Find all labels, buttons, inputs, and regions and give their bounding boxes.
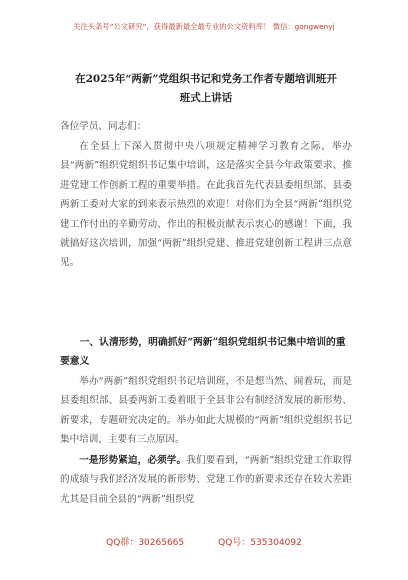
paragraph-intro: 在全县上下深入贯彻中央八项规定精神学习教育之际，举办县“两新”组织党组织书记集中培训，这是落实全县今年政策要求、推进党建工作创新工程的重要举措。在此我首先代表县委组织部、县委两新工委对大家的到来表示热烈的欢迎！对你们为全县“两新”组织党建工作付出的辛勤劳动、作出的积极贡献表示衷心的感谢！下面，我就搞好这次培训，加强“两新”组织党建、推进党建创新工程讲三点意见。 <box>60 141 352 269</box>
footer-qq-number: QQ号：535304092 <box>218 538 302 548</box>
footer-qq-group: QQ群：30265665 <box>106 538 185 548</box>
salutation: 各位学员、同志们： <box>60 121 147 132</box>
point1-lead: 一是形势紧迫，必须学。 <box>79 455 187 466</box>
point1-text: 我们要看到，“两新”组织党建工作取得的成绩与我们经济发展的新形势、党建工作的新要求还存在较大差距尤其是目前全县的“两新”组织党 <box>60 455 352 505</box>
document-title-line1: 在2025年“两新”党组织书记和党务工作者专题培训班开 <box>75 73 337 85</box>
paragraph-point1 <box>60 451 352 509</box>
footer-contacts <box>0 535 408 548</box>
paragraph-section1: 举办“两新”组织党组织书记培训班，不是想当然、闹着玩，而是县委组织部、县委两新工委着眼于全县非公有制经济发展的新形势、新要求，专题研究决定的。举办如此大规模的“两新”组织党组织书记集中培训，主要有三点原因。 <box>60 376 352 446</box>
document-title-line2: 班式上讲话 <box>179 92 233 104</box>
section-heading-1: 一、认清形势，明确抓好“两新”组织党组织书记集中培训的重要意义 <box>60 337 346 368</box>
header-banner: 关注头条号“公文研究”，获得最新最全最专业的公文资料库！ 微信：gongwenyj <box>73 22 335 31</box>
